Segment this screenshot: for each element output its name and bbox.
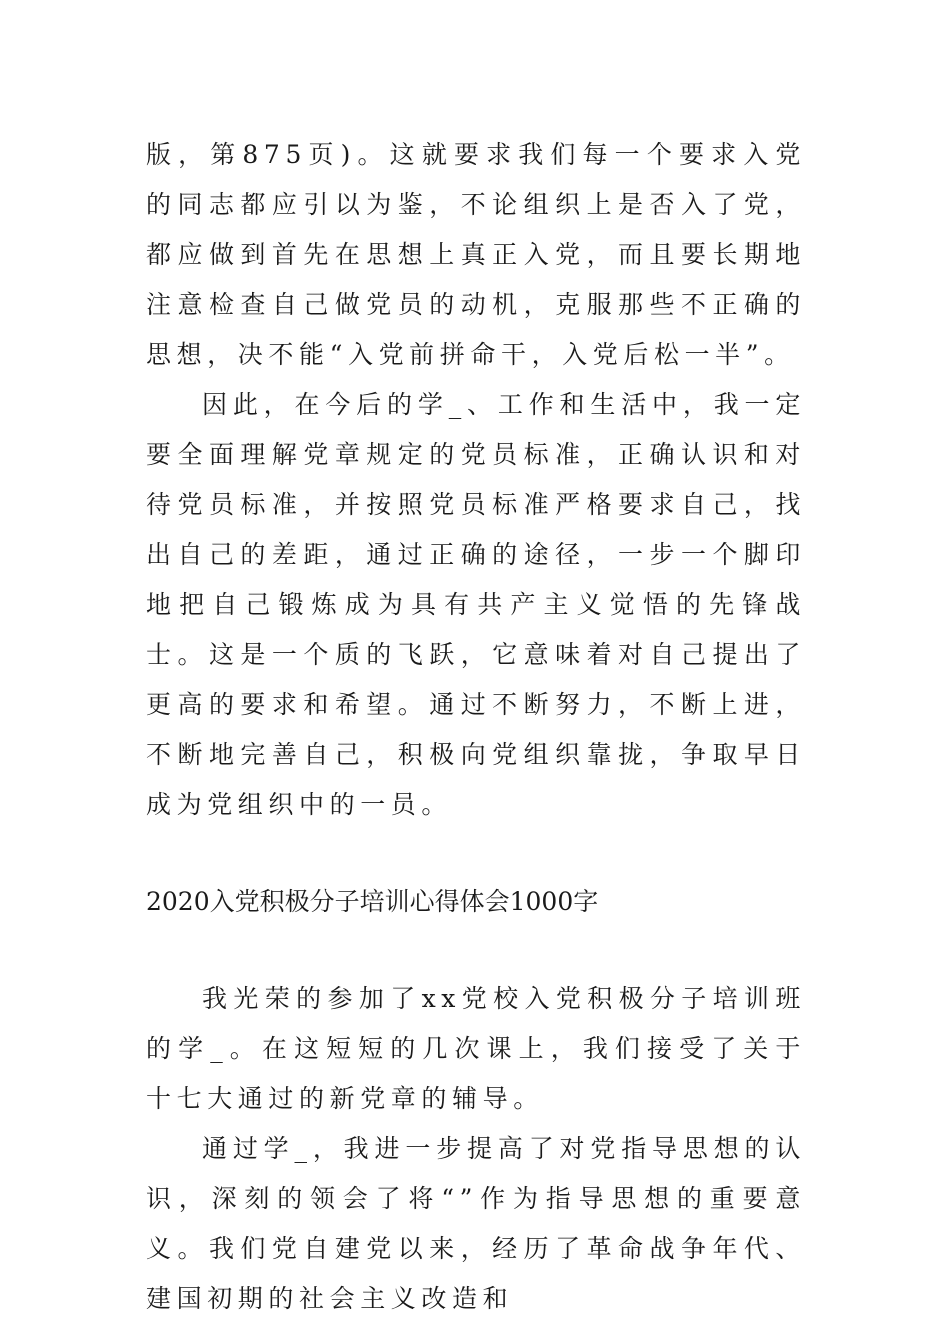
paragraph-1: 版，第875页)。这就要求我们每一个要求入党的同志都应引以为鉴，不论组织上是否入了党，都应做到首先在思想上真正入党，而且要长期地注意检查自己做党员的动机，克服那些不正确的思想，决不能“入党前拼命干，入党后松一半”。 (146, 140, 806, 369)
section-heading: 2020入党积极分子培训心得体会1000字 (146, 887, 599, 916)
paragraph-2: 因此，在今后的学_、工作和生活中，我一定要全面理解党章规定的党员标准，正确认识和对待党员标准，并按照党员标准严格要求自己，找出自己的差距，通过正确的途径，一步一个脚印地把自己锻炼成为具有共产主义觉悟的先锋战士。这是一个质的飞跃，它意味着对自己提出了更高的要求和希望。通过不断努力，不断上进，不断地完善自己，积极向党组织靠拢，争取早日成为党组织中的一员。 (146, 390, 806, 819)
paragraph-3: 我光荣的参加了xx党校入党积极分子培训班的学_。在这短短的几次课上，我们接受了关于十七大通过的新党章的辅导。 (146, 984, 806, 1113)
document-body (146, 130, 806, 1324)
paragraph-4: 通过学_，我进一步提高了对党指导思想的认识，深刻的领会了将“”作为指导思想的重要意义。我们党自建党以来，经历了革命战争年代、建国初期的社会主义改造和 (146, 1134, 806, 1313)
